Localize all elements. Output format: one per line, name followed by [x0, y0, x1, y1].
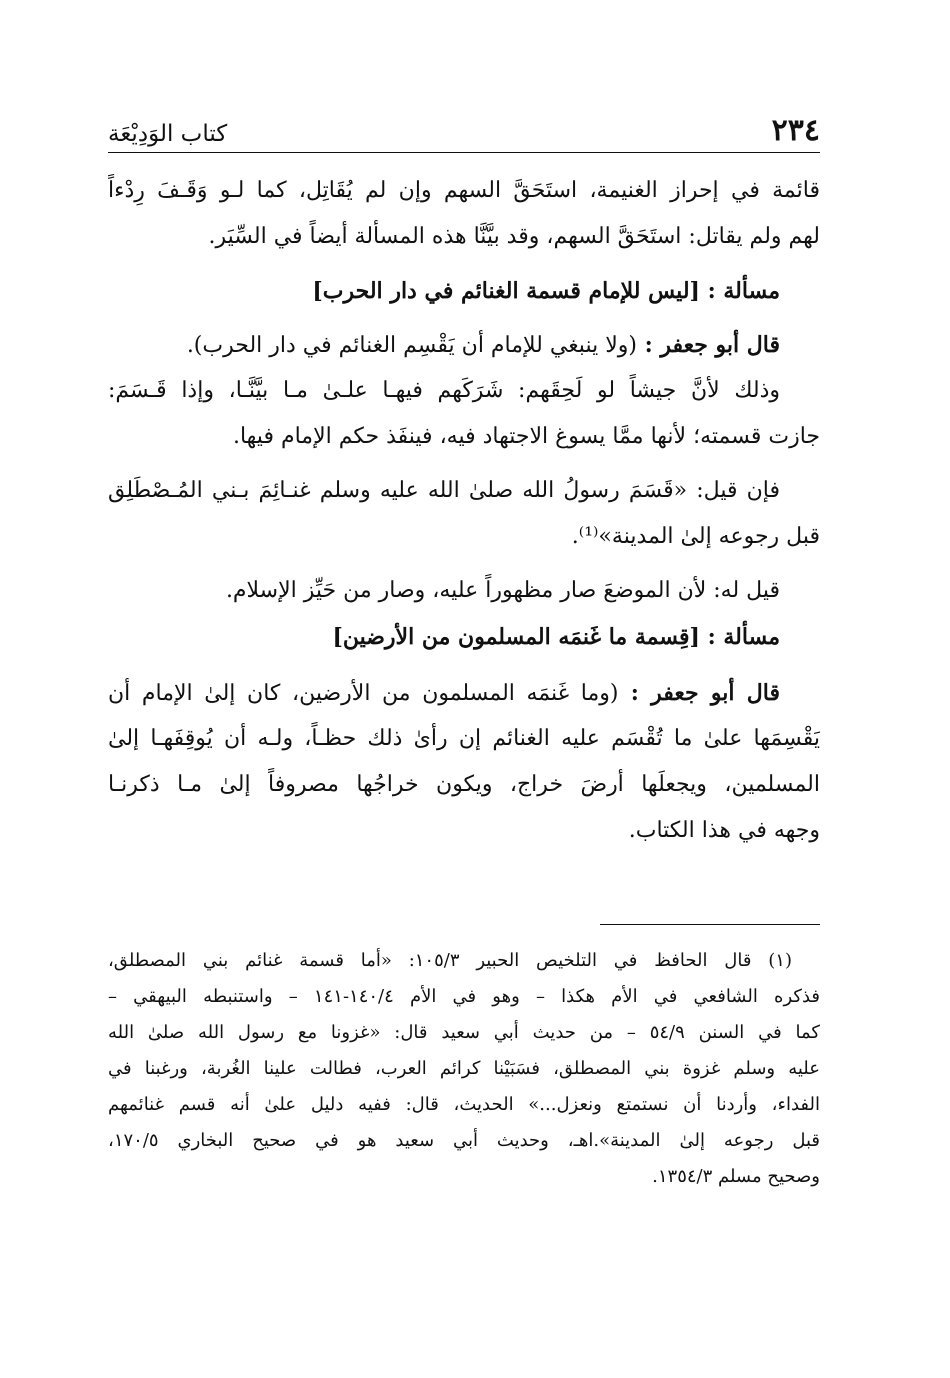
text-line: يَقْسِمَها علىٰ ما تُقْسَم عليه الغنائم إن رأىٰ ذلك حظـاً، ولـه أن يُوقِفَهـا إلىٰ	[108, 726, 820, 751]
text-line: لهم ولم يقاتل: استَحَقَّ السهم، وقد بيَّنَّا هذه المسألة أيضاً في السِّيَر.	[208, 224, 820, 249]
text-line	[108, 322, 820, 368]
footnotes	[108, 943, 820, 1195]
quote-text: (وما غَنمَه المسلمون من الأرضين، كان إلىٰ الإمام أن	[108, 681, 619, 706]
text-line: جازت قسمته؛ لأنها ممَّا يسوغ الاجتهاد فيه، فينفَذ حكم الإمام فيها.	[232, 424, 820, 449]
page-header	[108, 98, 820, 153]
footnote-line: (١) قال الحافظ في التلخيص الحبير ١٠٥/٣: «أما قسمة غنائم بني المصطلق،	[108, 950, 792, 971]
book-page	[108, 0, 820, 1378]
footnote-line: فذكره الشافعي في الأم هكذا – وهو في الأم ١٤٠/٤-١٤١ – واستنبطه البيهقي –	[108, 986, 820, 1007]
main-text	[108, 168, 820, 854]
text-line: قائمة في إحراز الغنيمة، استَحَقَّ السهم وإن لم يُقَاتِل، كما لـو وَقَـفَ رِدْءاً	[108, 178, 820, 203]
quote-text: (ولا ينبغي للإمام أن يَقْسِم الغنائم في دار الحرب).	[186, 333, 637, 358]
speaker-label: قال أبو جعفر :	[618, 680, 781, 706]
heading-label: مسألة :	[699, 624, 780, 650]
running-title: كتاب الوَدِيْعَة	[108, 121, 228, 147]
section-heading	[108, 268, 820, 314]
footnote-line: كما في السنن ٥٤/٩ – من حديث أبي سعيد قال: «غزونا مع رسول الله صلىٰ الله	[108, 1022, 820, 1043]
speaker-label: قال أبو جعفر :	[636, 332, 780, 358]
footnote-line: الفداء، وأردنا أن نستمتع ونعزل...» الحديث، قال: ففيه دليل علىٰ أنه قسم غنائمهم	[108, 1094, 820, 1115]
text-line: قيل له: لأن الموضعَ صار مظهوراً عليه، وصار من حَيِّز الإسلام.	[225, 578, 780, 603]
text-line: قبل رجوعه إلىٰ المدينة»⁽¹⁾.	[571, 524, 820, 549]
heading-label: مسألة :	[699, 278, 780, 304]
heading-title: [قِسمة ما غَنمَه المسلمون من الأرضين]	[332, 624, 700, 650]
text-line	[108, 670, 820, 716]
footnote-line: قبل رجوعه إلىٰ المدينة».اهـ، وحديث أبي سعيد هو في صحيح البخاري ١٧٠/٥،	[108, 1130, 820, 1151]
section-heading	[108, 614, 820, 660]
page-number: ٢٣٤	[771, 113, 820, 148]
text-line: وذلك لأنَّ جيشاً لو لَحِقَهم: شَرَكَهم فيهـا علـىٰ مـا بيَّنَّـا، وإذا قَـسَمَ:	[108, 378, 780, 403]
text-line: فإن قيل: «قَسَمَ رسولُ الله صلىٰ الله عليه وسلم غنـائِمَ بـني المُـصْطَلِق	[108, 478, 780, 503]
text-line: وجهه في هذا الكتاب.	[628, 818, 820, 843]
footnote-separator	[600, 924, 820, 925]
footnote-line: عليه وسلم غزوة بني المصطلق، فسَبَيْنا كرائم العرب، فطالت علينا الغُربة، ورغبنا في	[108, 1058, 820, 1079]
footnote-line: وصحيح مسلم ١٣٥٤/٣.	[652, 1166, 820, 1187]
text-line: المسلمين، ويجعلَها أرضَ خراج، ويكون خراجُها مصروفاً إلىٰ مـا ذكرنـا	[108, 772, 820, 797]
heading-title: [ليس للإمام قسمة الغنائم في دار الحرب]	[312, 278, 700, 304]
